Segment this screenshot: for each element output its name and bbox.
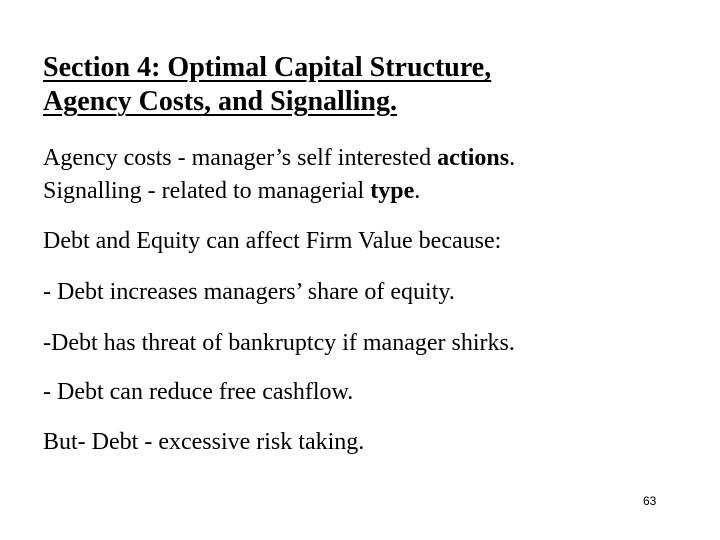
point-free-cashflow: - Debt can reduce free cashflow.	[43, 379, 354, 405]
page-number: 63	[643, 494, 657, 508]
agency-costs-emphasis: actions	[437, 145, 510, 171]
agency-costs-text: Agency costs - manager’s self interested	[43, 145, 438, 171]
point-managers-share: - Debt increases managers’ share of equity.	[43, 279, 455, 305]
point-bankruptcy-threat: -Debt has threat of bankruptcy if manager shirks.	[43, 330, 515, 356]
agency-costs-definition	[43, 143, 515, 173]
signalling-period: .	[414, 178, 421, 204]
signalling-text: Signalling - related to managerial	[43, 178, 371, 204]
firm-value-intro: Debt and Equity can affect Firm Value because:	[43, 228, 502, 254]
signalling-emphasis: type	[370, 178, 415, 204]
agency-costs-period: .	[509, 145, 516, 171]
signalling-definition	[43, 176, 420, 206]
slide-title-line-1: Section 4: Optimal Capital Structure,	[43, 52, 492, 83]
slide-title	[43, 51, 683, 119]
slide-title-line-2: Agency Costs, and Signalling.	[43, 86, 397, 117]
risk-taking-caveat: But- Debt - excessive risk taking.	[43, 429, 365, 455]
